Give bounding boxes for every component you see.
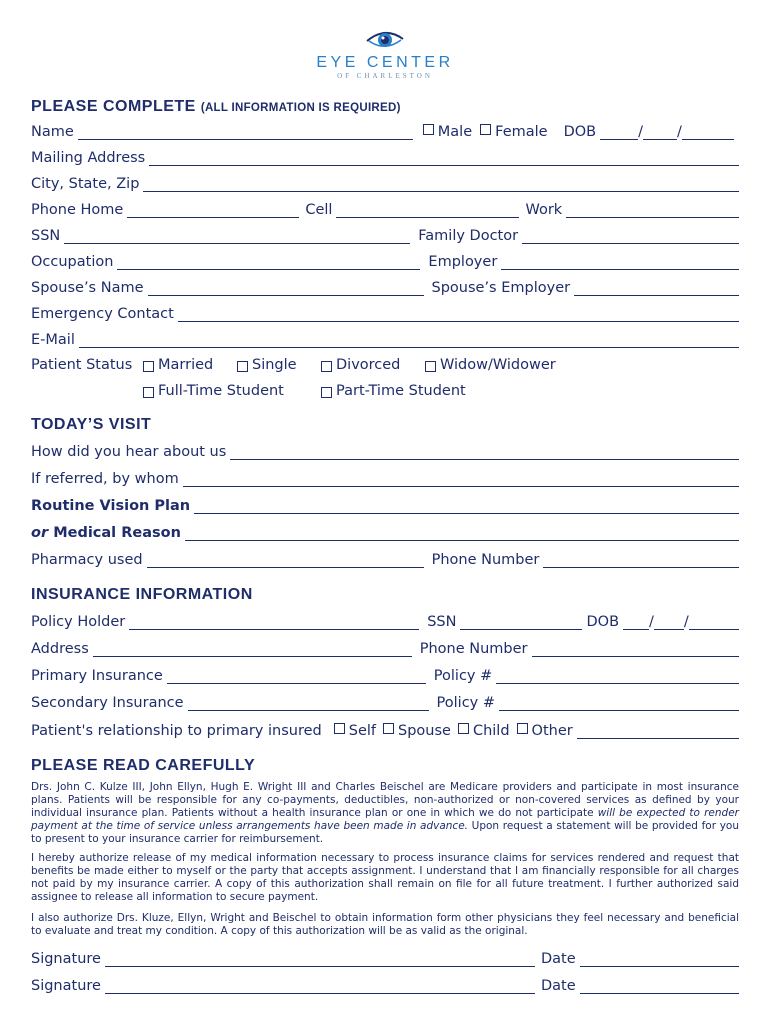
fulltime-student-checkbox[interactable]: Full-Time Student [143, 383, 284, 399]
eye-icon [363, 28, 407, 52]
dob-year-field[interactable] [682, 127, 734, 140]
ssn-row: SSN Family Doctor [31, 228, 739, 244]
relationship-row: Patient's relationship to primary insured Self Spouse Child Other [31, 723, 739, 739]
occupation-row: Occupation Employer [31, 254, 739, 270]
married-checkbox[interactable]: Married [143, 357, 213, 373]
secondary-row: Secondary Insurance Policy # [31, 695, 739, 711]
employer-field[interactable] [501, 257, 739, 270]
male-checkbox[interactable]: Male [423, 124, 472, 140]
city-row: City, State, Zip [31, 176, 739, 192]
dob-day-field[interactable] [643, 127, 677, 140]
routine-vision-field[interactable] [194, 501, 739, 514]
signature-field-1[interactable] [105, 954, 535, 967]
signature-field-2[interactable] [105, 981, 535, 994]
insurance-dob-year-field[interactable] [689, 617, 739, 630]
hear-about-field[interactable] [230, 447, 739, 460]
email-row: E-Mail [31, 332, 739, 348]
cell-field[interactable] [336, 205, 519, 218]
spouse-employer-field[interactable] [574, 283, 739, 296]
divorced-checkbox[interactable]: Divorced [321, 357, 400, 373]
mailing-row: Mailing Address [31, 150, 739, 166]
secondary-policy-field[interactable] [499, 698, 739, 711]
insurance-address-field[interactable] [93, 644, 412, 657]
logo-title: EYE CENTER [316, 54, 454, 71]
phone-home-field[interactable] [127, 205, 299, 218]
occupation-field[interactable] [117, 257, 420, 270]
insurance-dob-day-field[interactable] [654, 617, 684, 630]
family-doctor-field[interactable] [522, 231, 739, 244]
insurance-phone-field[interactable] [532, 644, 739, 657]
pharmacy-phone-field[interactable] [543, 555, 739, 568]
emergency-contact-field[interactable] [178, 309, 739, 322]
pharmacy-field[interactable] [147, 555, 424, 568]
insurance-dob-month-field[interactable] [623, 617, 649, 630]
self-checkbox[interactable]: Self [334, 723, 376, 739]
email-field[interactable] [79, 335, 739, 348]
medical-reason-field[interactable] [185, 528, 739, 541]
spouse-checkbox[interactable]: Spouse [383, 723, 451, 739]
primary-row: Primary Insurance Policy # [31, 668, 739, 684]
widow-checkbox[interactable]: Widow/Widower [425, 357, 556, 373]
section-heading-read-carefully: PLEASE READ CAREFULLY [31, 757, 256, 774]
signature-row-1: Signature Date [31, 951, 739, 967]
logo [0, 28, 770, 80]
parttime-student-checkbox[interactable]: Part-Time Student [321, 383, 466, 399]
section-heading-please-complete: PLEASE COMPLETE (ALL INFORMATION IS REQUIRED) [31, 98, 401, 115]
patient-status-row: Patient Status [31, 357, 133, 373]
child-checkbox[interactable]: Child [458, 723, 510, 739]
referred-by-field[interactable] [183, 474, 739, 487]
routine-row: Routine Vision Plan [31, 498, 739, 514]
paragraph-financial-policy: Drs. John C. Kulze III, John Ellyn, Hugh E. Wright III and Charles Beischel are Medicare providers and participate in most insurance plans. Patients will be responsible for any co-payments, deductibles, non-authorized or non-covered services as defined by your individual insurance plan. Patients without a health insurance plan or one in which we do not participate will be expected to render payment at the time of service unless arrangements have been made in advance. Upon request a statement will be provided for you to present to your insurance carrier for reimbursement. [31, 781, 739, 845]
referred-row: If referred, by whom [31, 471, 739, 487]
policy-holder-row: Policy Holder SSN DOB / / [31, 614, 739, 630]
ssn-field[interactable] [64, 231, 410, 244]
spouse-name-field[interactable] [148, 283, 424, 296]
medical-row: or Medical Reason [31, 525, 739, 541]
name-row: Name Male Female DOB / / [31, 124, 739, 140]
secondary-insurance-field[interactable] [188, 698, 429, 711]
paragraph-authorization: I hereby authorize release of my medical information necessary to process insurance claims for services rendered and request that benefits be made either to myself or the party that accepts assignment. I understand that I am financially responsible for all charges not paid by my insurance carrier. A copy of this authorization shall remain on file for all future treatment. I further authorized said assignee to release all information to secure payment. [31, 852, 739, 903]
primary-insurance-field[interactable] [167, 671, 426, 684]
insurance-ssn-field[interactable] [460, 617, 582, 630]
hear-row: How did you hear about us [31, 444, 739, 460]
signature-row-2: Signature Date [31, 978, 739, 994]
pharmacy-row: Pharmacy used Phone Number [31, 552, 739, 568]
logo-subtitle: OF CHARLESTON [337, 72, 433, 80]
policy-holder-field[interactable] [129, 617, 419, 630]
name-field[interactable] [78, 127, 413, 140]
section-heading-todays-visit: TODAY’S VISIT [31, 416, 152, 433]
date-field-1[interactable] [580, 954, 739, 967]
female-checkbox[interactable]: Female [480, 124, 547, 140]
single-checkbox[interactable]: Single [237, 357, 297, 373]
dob-month-field[interactable] [600, 127, 638, 140]
phone-row: Phone Home Cell Work [31, 202, 739, 218]
other-checkbox[interactable]: Other [517, 723, 573, 739]
spouse-row: Spouse’s Name Spouse’s Employer [31, 280, 739, 296]
primary-policy-field[interactable] [496, 671, 739, 684]
date-field-2[interactable] [580, 981, 739, 994]
work-field[interactable] [566, 205, 739, 218]
address-row: Address Phone Number [31, 641, 739, 657]
section-heading-insurance: INSURANCE INFORMATION [31, 586, 253, 603]
city-state-zip-field[interactable] [143, 179, 739, 192]
other-relationship-field[interactable] [577, 726, 739, 739]
mailing-address-field[interactable] [149, 153, 739, 166]
emergency-row: Emergency Contact [31, 306, 739, 322]
paragraph-physician-authorization: I also authorize Drs. Kluze, Ellyn, Wright and Beischel to obtain information form other physicians they feel necessary and beneficial to evaluate and treat my condition. A copy of this authorization will be as valid as the original. [31, 912, 739, 937]
